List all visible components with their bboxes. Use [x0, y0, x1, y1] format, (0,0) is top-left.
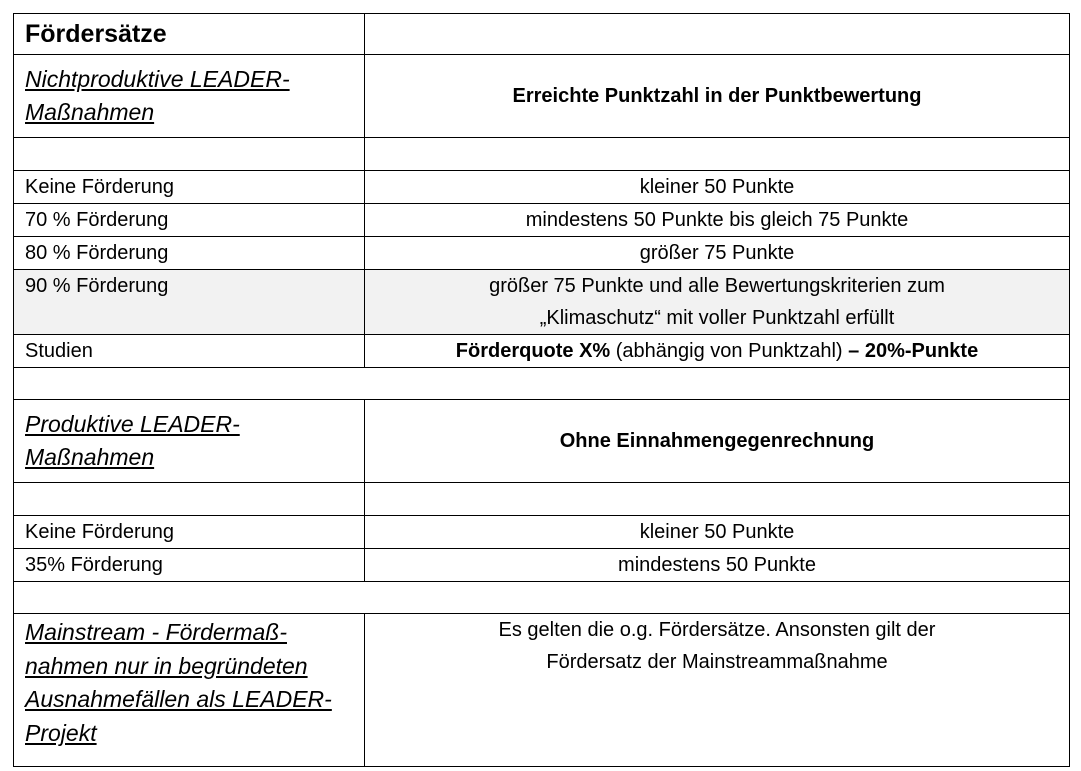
row-label: 90 % Förderung	[14, 270, 365, 335]
section1-heading: Nichtproduktive LEADER-Maßnahmen	[14, 55, 365, 138]
studien-quote: Förderquote X%	[455, 340, 611, 362]
row-value: kleiner 50 Punkte	[365, 171, 1070, 204]
table-title: Fördersätze	[14, 14, 365, 55]
table-row-highlighted	[14, 270, 1070, 335]
table-row	[14, 237, 1070, 270]
section3-text-line1: Es gelten die o.g. Fördersätze. Ansonsten gilt der	[498, 619, 936, 641]
row-value: mindestens 50 Punkte bis gleich 75 Punkte	[365, 204, 1070, 237]
mainstream-row	[14, 614, 1070, 767]
studien-note: (abhängig von Punktzahl)	[610, 340, 849, 362]
row-value: mindestens 50 Punkte	[365, 549, 1070, 582]
table-row	[14, 549, 1070, 582]
studien-deduction: – 20%-Punkte	[848, 340, 979, 362]
section1-column-header: Erreichte Punktzahl in der Punktbewertung	[365, 55, 1070, 138]
section-header-row	[14, 55, 1070, 138]
blank-row	[14, 582, 1070, 614]
blank-row	[14, 368, 1070, 400]
empty-cell	[14, 483, 365, 516]
row-value: größer 75 Punkte	[365, 237, 1070, 270]
section2-column-header: Ohne Einnahmengegenrechnung	[365, 400, 1070, 483]
table-row	[14, 204, 1070, 237]
row-value	[365, 270, 1070, 335]
section3-text-line2: Fördersatz der Mainstreammaßnahme	[546, 651, 888, 673]
empty-cell	[14, 368, 1070, 400]
table-row	[14, 171, 1070, 204]
row-value-line2: „Klimaschutz“ mit voller Punktzahl erfüllt	[539, 307, 895, 329]
document	[13, 13, 1069, 767]
empty-cell	[365, 14, 1070, 55]
row-value-line1: größer 75 Punkte und alle Bewertungskriterien zum	[489, 275, 945, 297]
section2-heading: Produktive LEADER-Maßnahmen	[14, 400, 365, 483]
empty-cell	[14, 582, 1070, 614]
row-label: Keine Förderung	[14, 516, 365, 549]
row-label: 70 % Förderung	[14, 204, 365, 237]
blank-row	[14, 483, 1070, 516]
section3-text	[365, 614, 1070, 767]
row-label: Keine Förderung	[14, 171, 365, 204]
studien-value	[365, 335, 1070, 368]
blank-row	[14, 138, 1070, 171]
table-title-row	[14, 14, 1070, 55]
empty-cell	[365, 483, 1070, 516]
row-label: 35% Förderung	[14, 549, 365, 582]
section3-heading: Mainstream - Fördermaß-nahmen nur in begründeten Ausnahmefällen als LEADER-Projekt	[14, 614, 365, 767]
row-value: kleiner 50 Punkte	[365, 516, 1070, 549]
empty-cell	[365, 138, 1070, 171]
row-label: Studien	[14, 335, 365, 368]
section-header-row	[14, 400, 1070, 483]
studien-row	[14, 335, 1070, 368]
foerdersaetze-table	[13, 13, 1070, 767]
table-row	[14, 516, 1070, 549]
row-label: 80 % Förderung	[14, 237, 365, 270]
empty-cell	[14, 138, 365, 171]
